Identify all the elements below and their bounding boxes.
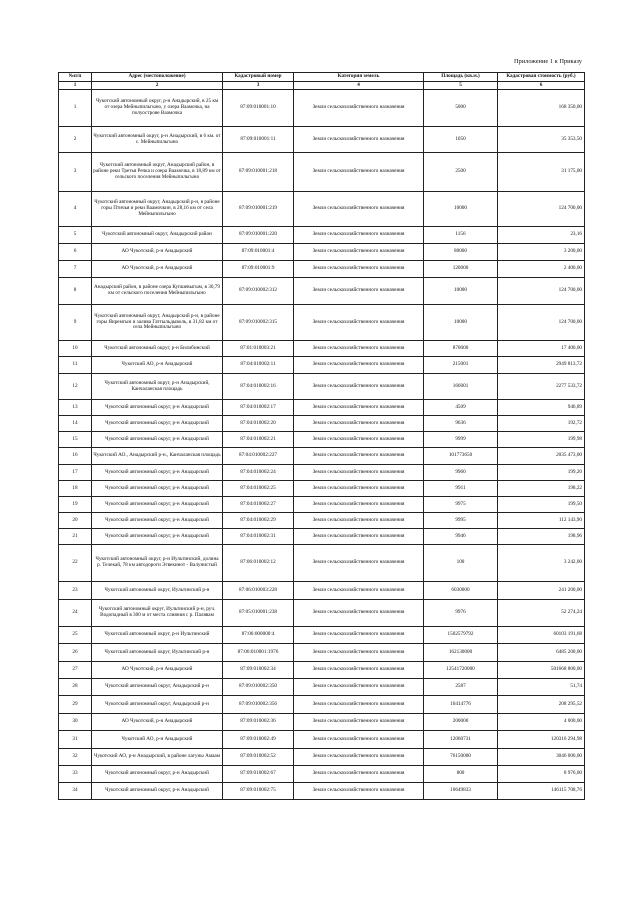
- row-land-category: Земли сельскохозяйственного назначения: [294, 432, 424, 448]
- row-land-category: Земли сельскохозяйственного назначения: [294, 766, 424, 783]
- table-row: [59, 545, 585, 582]
- row-address: Чукотский автономный округ, р-н Анадырский: [92, 513, 223, 529]
- table-row: [59, 481, 585, 497]
- row-land-category: Земли сельскохозяйственного назначения: [294, 400, 424, 416]
- row-land-category: Земли сельскохозяйственного назначения: [294, 714, 424, 731]
- row-area: 800: [424, 766, 498, 783]
- row-cadastral-number: 87:04:010002:29: [223, 513, 294, 529]
- row-cadastral-cost: 2 400,00: [498, 261, 585, 278]
- table-row: [59, 749, 585, 766]
- row-area: 10000: [424, 192, 498, 227]
- row-area: 100: [424, 545, 498, 582]
- row-cadastral-cost: 124 700,00: [498, 278, 585, 305]
- row-land-category: Земли сельскохозяйственного назначения: [294, 529, 424, 545]
- row-address: АО Чукотский, р-н Анадырский: [92, 662, 223, 679]
- table-row: [59, 465, 585, 481]
- row-land-category: Земли сельскохозяйственного назначения: [294, 662, 424, 679]
- row-number: 16: [59, 448, 92, 465]
- row-cadastral-cost: 241 200,00: [498, 582, 585, 600]
- row-number: 29: [59, 696, 92, 714]
- row-area: 166001: [424, 374, 498, 400]
- row-cadastral-cost: 198,96: [498, 529, 585, 545]
- table-row: [59, 357, 585, 374]
- row-area: 10649833: [424, 783, 498, 800]
- row-land-category: Земли сельскохозяйственного назначения: [294, 783, 424, 800]
- row-number: 26: [59, 644, 92, 662]
- row-number: 17: [59, 465, 92, 481]
- row-area: 12541720000: [424, 662, 498, 679]
- row-land-category: Земли сельскохозяйственного назначения: [294, 192, 424, 227]
- table-row: [59, 127, 585, 153]
- col-header-num: №п/п: [59, 73, 92, 82]
- row-number: 24: [59, 600, 92, 627]
- row-cadastral-number: 87:04:010002:25: [223, 481, 294, 497]
- row-cadastral-cost: 168 350,00: [498, 90, 585, 127]
- row-cadastral-number: 87:06:010002:12: [223, 545, 294, 582]
- row-address: Чукотский автономный округ, р-н Анадырский, Канчаланская площадь: [92, 374, 223, 400]
- row-land-category: Земли сельскохозяйственного назначения: [294, 153, 424, 192]
- row-number: 14: [59, 416, 92, 432]
- row-number: 5: [59, 227, 92, 244]
- row-address: Чукотский автономный округ, Анадырский р-н: [92, 696, 223, 714]
- row-area: 10000: [424, 278, 498, 305]
- row-address: Чукотский АО., Анадырский р-н., Канчаланская площадь: [92, 448, 223, 465]
- row-number: 28: [59, 679, 92, 696]
- col-header-area: Площадь (кв.м.): [424, 73, 498, 82]
- row-address: Чукотский автономный округ, Анадырский р-н: [92, 679, 223, 696]
- row-land-category: Земли сельскохозяйственного назначения: [294, 374, 424, 400]
- row-cadastral-number: 87:09:010002:315: [223, 305, 294, 341]
- row-number: 7: [59, 261, 92, 278]
- row-number: 23: [59, 582, 92, 600]
- col-header-cadastral: Кадастровый номер: [223, 73, 294, 82]
- row-number: 13: [59, 400, 92, 416]
- table-row: [59, 600, 585, 627]
- row-cadastral-cost: 35 353,50: [498, 127, 585, 153]
- row-address: АО Чукотский, р-н Анадырский: [92, 714, 223, 731]
- table-row: [59, 278, 585, 305]
- row-cadastral-number: 87:05:010001:238: [223, 600, 294, 627]
- row-address: Чукотский автономный округ, Анадырский р-н, в районе горы Птичья и реки Ваамочкин, в 28,16 км от села Мейныпильгыно: [92, 192, 223, 227]
- table-row: [59, 731, 585, 749]
- row-address: Чукотский автономный округ, Анадырский район: [92, 227, 223, 244]
- row-number: 6: [59, 244, 92, 261]
- row-land-category: Земли сельскохозяйственного назначения: [294, 227, 424, 244]
- row-land-category: Земли сельскохозяйственного назначения: [294, 545, 424, 582]
- row-number: 33: [59, 766, 92, 783]
- row-address: Чукотский автономный округ, р-н Анадырский: [92, 432, 223, 448]
- row-cadastral-cost: 8 976,00: [498, 766, 585, 783]
- row-cadastral-number: 87:09:010001:220: [223, 227, 294, 244]
- row-number: 18: [59, 481, 92, 497]
- row-area: 120000: [424, 261, 498, 278]
- table-row: [59, 192, 585, 227]
- row-cadastral-number: 87:09:010002:34: [223, 662, 294, 679]
- row-cadastral-number: 87:06:010001:1976: [223, 644, 294, 662]
- col-number: 2: [92, 82, 223, 90]
- row-number: 4: [59, 192, 92, 227]
- row-area: 9946: [424, 529, 498, 545]
- table-row: [59, 766, 585, 783]
- row-land-category: Земли сельскохозяйственного назначения: [294, 731, 424, 749]
- row-cadastral-number: 87:09:010002:52: [223, 749, 294, 766]
- col-number: 1: [59, 82, 92, 90]
- row-land-category: Земли сельскохозяйственного назначения: [294, 600, 424, 627]
- row-number: 2: [59, 127, 92, 153]
- row-land-category: Земли сельскохозяйственного назначения: [294, 644, 424, 662]
- row-cadastral-number: 87:01:010003:21: [223, 341, 294, 357]
- row-cadastral-cost: 199,50: [498, 497, 585, 513]
- row-address: Чукотский АО, р-н Анадырский: [92, 357, 223, 374]
- row-cadastral-cost: 124 700,00: [498, 305, 585, 341]
- row-area: 80000: [424, 244, 498, 261]
- table-row: [59, 448, 585, 465]
- row-number: 3: [59, 153, 92, 192]
- row-cadastral-cost: 199,98: [498, 432, 585, 448]
- row-cadastral-number: 87:04:010002:17: [223, 400, 294, 416]
- col-header-address: Адрес (местоположение): [92, 73, 223, 82]
- row-area: 9995: [424, 513, 498, 529]
- column-numbers-row: [59, 82, 585, 90]
- row-cadastral-cost: 17 400,00: [498, 341, 585, 357]
- row-cadastral-cost: 501668 800,00: [498, 662, 585, 679]
- row-address: Чукотский автономный округ, р-н Анадырский: [92, 497, 223, 513]
- table-row: [59, 90, 585, 127]
- row-land-category: Земли сельскохозяйственного назначения: [294, 696, 424, 714]
- row-cadastral-cost: 4 000,00: [498, 714, 585, 731]
- table-row: [59, 432, 585, 448]
- row-area: 2500: [424, 153, 498, 192]
- row-number: 19: [59, 497, 92, 513]
- row-area: 76150000: [424, 749, 498, 766]
- row-address: Чукотский АО, р-н Анадырский, в районе лагуны Амаам: [92, 749, 223, 766]
- row-number: 30: [59, 714, 92, 731]
- row-cadastral-number: 87:04:010002:21: [223, 432, 294, 448]
- row-cadastral-number: 87:04:010002:31: [223, 529, 294, 545]
- row-address: Чукотский автономный округ, Иультинский р-н: [92, 644, 223, 662]
- table-row: [59, 679, 585, 696]
- row-address: Чукотский АО, р-н Анадырский: [92, 731, 223, 749]
- row-area: 215001: [424, 357, 498, 374]
- row-address: Чукотский автономный округ, Анадырский р-н, в районе горы Яиремгын и залива Гатгыльдыволь, в 31,82 км от села Мейныпильгыно: [92, 305, 223, 341]
- row-area: 6030000: [424, 582, 498, 600]
- row-area: 12060731: [424, 731, 498, 749]
- row-number: 1: [59, 90, 92, 127]
- row-address: Чукотский автономный округ, р-н Анадырский: [92, 416, 223, 432]
- table-row: [59, 513, 585, 529]
- row-land-category: Земли сельскохозяйственного назначения: [294, 465, 424, 481]
- row-cadastral-number: 87:04:010002:20: [223, 416, 294, 432]
- table-row: [59, 400, 585, 416]
- row-address: Чукотский автономный округ, р-н Анадырский: [92, 783, 223, 800]
- row-number: 10: [59, 341, 92, 357]
- table-header-row: [59, 73, 585, 82]
- row-cadastral-number: 87:09:010002:75: [223, 783, 294, 800]
- row-cadastral-cost: 946,89: [498, 400, 585, 416]
- row-cadastral-number: 87:09:010001:219: [223, 192, 294, 227]
- row-cadastral-number: 87:09:010002:67: [223, 766, 294, 783]
- table-row: [59, 416, 585, 432]
- row-cadastral-cost: 2949 813,72: [498, 357, 585, 374]
- table-row: [59, 261, 585, 278]
- row-address: Чукотский автономный округ, р-н Анадырский: [92, 481, 223, 497]
- row-cadastral-cost: 199,20: [498, 465, 585, 481]
- row-land-category: Земли сельскохозяйственного назначения: [294, 497, 424, 513]
- row-area: 200000: [424, 714, 498, 731]
- col-header-cost: Кадастровая стоимость (руб.): [498, 73, 585, 82]
- row-address: Чукотский автономный округ, р-н Анадырский: [92, 529, 223, 545]
- row-area: 9636: [424, 416, 498, 432]
- row-cadastral-number: 87:04:010002:16: [223, 374, 294, 400]
- row-number: 21: [59, 529, 92, 545]
- row-cadastral-number: 87:09:010002:356: [223, 696, 294, 714]
- row-cadastral-number: 87:04:010002:11: [223, 357, 294, 374]
- row-address: Чукотский автономный округ, р-н Иультинский, долина р. Телекай, 78 км автодороги Эгвекинот - Валунистый: [92, 545, 223, 582]
- row-cadastral-number: 87:09:010001:11: [223, 127, 294, 153]
- row-number: 15: [59, 432, 92, 448]
- row-cadastral-cost: 6485 200,00: [498, 644, 585, 662]
- row-cadastral-cost: 3 200,00: [498, 244, 585, 261]
- row-address: АО Чукотский, р-н Анадырский: [92, 261, 223, 278]
- row-cadastral-cost: 23,16: [498, 227, 585, 244]
- row-cadastral-cost: 146115 708,76: [498, 783, 585, 800]
- row-cadastral-cost: 124 700,00: [498, 192, 585, 227]
- row-cadastral-cost: 208 295,52: [498, 696, 585, 714]
- row-cadastral-number: 87:09:010001:9: [223, 261, 294, 278]
- row-area: 9999: [424, 432, 498, 448]
- table-body: [59, 90, 585, 800]
- row-land-category: Земли сельскохозяйственного назначения: [294, 749, 424, 766]
- row-cadastral-cost: 60103 191,68: [498, 627, 585, 644]
- row-number: 27: [59, 662, 92, 679]
- row-land-category: Земли сельскохозяйственного назначения: [294, 244, 424, 261]
- table-row: [59, 153, 585, 192]
- row-area: 9911: [424, 481, 498, 497]
- table-row: [59, 244, 585, 261]
- row-land-category: Земли сельскохозяйственного назначения: [294, 341, 424, 357]
- row-area: 5000: [424, 90, 498, 127]
- row-address: Анадырский район, в районе озера Купшевыгым, в 30,79 км от сельского поселения Мейныпильгыно: [92, 278, 223, 305]
- table-row: [59, 341, 585, 357]
- row-land-category: Земли сельскохозяйственного назначения: [294, 481, 424, 497]
- row-address: Чукотский автономный округ, р-н Анадырский: [92, 400, 223, 416]
- row-area: 1156: [424, 227, 498, 244]
- row-number: 20: [59, 513, 92, 529]
- row-land-category: Земли сельскохозяйственного назначения: [294, 627, 424, 644]
- row-cadastral-number: 87:04:010002:27: [223, 497, 294, 513]
- row-area: 2587: [424, 679, 498, 696]
- table-row: [59, 374, 585, 400]
- row-cadastral-number: 87:04:010002:24: [223, 465, 294, 481]
- row-cadastral-number: 87:06:010003:228: [223, 582, 294, 600]
- row-area: 9975: [424, 497, 498, 513]
- row-number: 9: [59, 305, 92, 341]
- row-land-category: Земли сельскохозяйственного назначения: [294, 261, 424, 278]
- row-number: 22: [59, 545, 92, 582]
- table-row: [59, 529, 585, 545]
- row-cadastral-cost: 3046 000,00: [498, 749, 585, 766]
- row-land-category: Земли сельскохозяйственного назначения: [294, 679, 424, 696]
- row-area: 162130000: [424, 644, 498, 662]
- table-row: [59, 696, 585, 714]
- row-land-category: Земли сельскохозяйственного назначения: [294, 90, 424, 127]
- row-area: 1502579792: [424, 627, 498, 644]
- row-cadastral-cost: 51,74: [498, 679, 585, 696]
- row-address: Чукотский автономный округ, р-н Билибинский: [92, 341, 223, 357]
- row-number: 34: [59, 783, 92, 800]
- row-address: Чукотский автономный округ, Иультинский р-н, руч. Водопадный в 300 м от места слияния с р. Палявам: [92, 600, 223, 627]
- col-number: 6: [498, 82, 585, 90]
- row-cadastral-number: 87:04:010002:227: [223, 448, 294, 465]
- row-area: 10414776: [424, 696, 498, 714]
- row-land-category: Земли сельскохозяйственного назначения: [294, 278, 424, 305]
- row-cadastral-number: 87:09:010002:312: [223, 278, 294, 305]
- row-area: 1050: [424, 127, 498, 153]
- table-row: [59, 644, 585, 662]
- col-number: 5: [424, 82, 498, 90]
- row-cadastral-cost: 120316 294,98: [498, 731, 585, 749]
- table-row: [59, 305, 585, 341]
- row-area: 9960: [424, 465, 498, 481]
- table-row: [59, 783, 585, 800]
- row-cadastral-cost: 192,72: [498, 416, 585, 432]
- row-cadastral-number: 87:09:010002:350: [223, 679, 294, 696]
- row-address: Чукотский автономный округ, р-н Иультинский: [92, 627, 223, 644]
- row-number: 31: [59, 731, 92, 749]
- row-land-category: Земли сельскохозяйственного назначения: [294, 582, 424, 600]
- col-number: 3: [223, 82, 294, 90]
- row-cadastral-number: 87:09:010002:36: [223, 714, 294, 731]
- table-row: [59, 627, 585, 644]
- col-number: 4: [294, 82, 424, 90]
- row-cadastral-cost: 2277 533,72: [498, 374, 585, 400]
- table-row: [59, 714, 585, 731]
- col-header-category: Категория земель: [294, 73, 424, 82]
- row-cadastral-cost: 198,22: [498, 481, 585, 497]
- row-cadastral-cost: 112 143,90: [498, 513, 585, 529]
- row-cadastral-number: 87:09:010001:218: [223, 153, 294, 192]
- table-row: [59, 227, 585, 244]
- row-address: Чукотский автономный округ, р-н Анадырский: [92, 766, 223, 783]
- row-land-category: Земли сельскохозяйственного назначения: [294, 305, 424, 341]
- row-area: 4509: [424, 400, 498, 416]
- row-address: Чукотский автономный округ, р-н Анадырский: [92, 465, 223, 481]
- row-address: Чукотский автономный округ, Анадырский район, в районе реки Третья Речка и озера Ваамочка, в 18,89 км от сельского поселения Мейныпильгыно: [92, 153, 223, 192]
- row-number: 25: [59, 627, 92, 644]
- row-address: АО Чукотский, р-н Анадырский: [92, 244, 223, 261]
- row-land-category: Земли сельскохозяйственного назначения: [294, 448, 424, 465]
- row-area: 101773650: [424, 448, 498, 465]
- row-area: 9976: [424, 600, 498, 627]
- row-address: Чукотский автономный округ, р-н Анадырский, в 6 км. от с. Мейныпильгыно: [92, 127, 223, 153]
- row-cadastral-cost: 31 175,00: [498, 153, 585, 192]
- row-land-category: Земли сельскохозяйственного назначения: [294, 513, 424, 529]
- row-address: Чукотский автономный округ, р-н Анадырский, в 25 км от озера Мейныпильгыно, у озера Ваамочка, на полуострове Ваамочка: [92, 90, 223, 127]
- row-number: 32: [59, 749, 92, 766]
- row-address: Чукотский автономный округ, Иультинский р-н: [92, 582, 223, 600]
- row-cadastral-number: 87:09:010001:4: [223, 244, 294, 261]
- row-cadastral-number: 87:06:000000:4: [223, 627, 294, 644]
- row-number: 8: [59, 278, 92, 305]
- row-number: 11: [59, 357, 92, 374]
- row-cadastral-cost: 3 242,00: [498, 545, 585, 582]
- row-cadastral-number: 87:09:010002:49: [223, 731, 294, 749]
- row-area: 870000: [424, 341, 498, 357]
- row-cadastral-cost: 52 274,24: [498, 600, 585, 627]
- table-row: [59, 582, 585, 600]
- row-area: 10000: [424, 305, 498, 341]
- table-row: [59, 662, 585, 679]
- table-row: [59, 497, 585, 513]
- row-land-category: Земли сельскохозяйственного назначения: [294, 127, 424, 153]
- land-plots-table: [58, 72, 585, 800]
- row-land-category: Земли сельскохозяйственного назначения: [294, 357, 424, 374]
- appendix-label: Приложение 1 к Приказу: [513, 58, 582, 65]
- row-land-category: Земли сельскохозяйственного назначения: [294, 416, 424, 432]
- row-number: 12: [59, 374, 92, 400]
- row-cadastral-number: 87:09:010001:10: [223, 90, 294, 127]
- row-cadastral-cost: 2035 473,00: [498, 448, 585, 465]
